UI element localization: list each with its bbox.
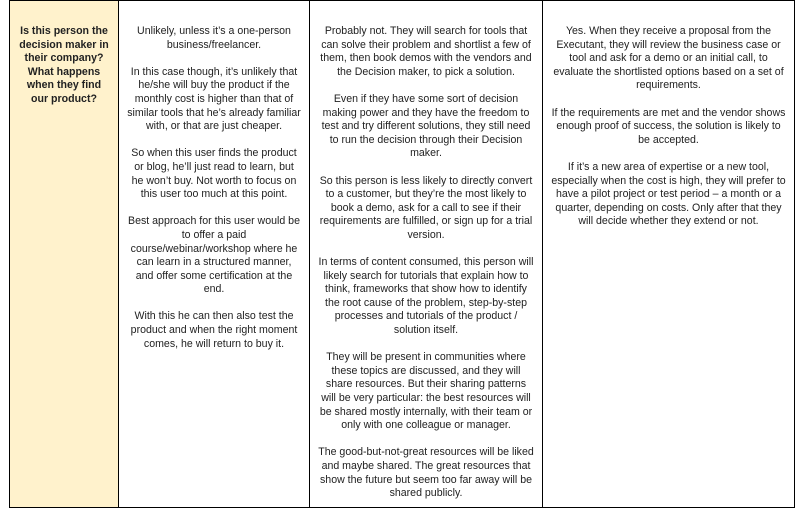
- paragraph: Probably not. They will search for tools that can solve their problem and shortlist a few of them, then book demos with the vendors and the Decision maker, to pick a solution.: [320, 25, 532, 78]
- paragraph: So when this user finds the product or blog, he’ll just read to learn, but he won’t buy. Not worth to focus on this user too much at this point.: [131, 147, 297, 201]
- paragraph: In this case though, it’s unlikely that he/she will buy the product if the monthly cost is higher than that of similar tools that he’s already familiar with, or that are just cheaper.: [127, 65, 301, 133]
- persona-table: [9, 0, 795, 508]
- paragraph: They will be present in communities where these topics are discussed, and they will share resources. But their sharing patterns will be very particular: the best resources will be shared mostly internally, with their team or only with one colleague or manager.: [319, 351, 533, 432]
- paragraph: The good-but-not-great resources will be liked and maybe shared. The great resources that show the future but seem too far away will be shared publicly.: [318, 446, 534, 500]
- paragraph: Yes. When they receive a proposal from the Executant, they will review the business case or tool and ask for a demo or an initial call, to evaluate the shortlisted options based on a set of requirements.: [553, 25, 784, 92]
- paragraph: Unlikely, unless it’s a one-person business/freelancer.: [137, 25, 291, 51]
- cell-decision-maker: [543, 1, 795, 508]
- paragraph: So this person is less likely to directly convert to a customer, but they’re the most likely to book a demo, ask for a call to see if their requirements are fulfilled, or sign up for a trial version.: [319, 174, 533, 241]
- paragraph: If the requirements are met and the vendor shows enough proof of success, the solution is likely to be accepted.: [551, 106, 786, 146]
- paragraph: With this he can then also test the product and when the right moment comes, he will return to buy it.: [130, 310, 298, 350]
- cell-freelancer: [119, 1, 310, 508]
- paragraph: If it’s a new area of expertise or a new tool, especially when the cost is high, they will prefer to have a pilot project or test period – a month or a quarter, depending on costs. Only after that they will decide whether they extend or not.: [551, 160, 786, 228]
- paragraph: Even if they have some sort of decision making power and they have the freedom to test and try different solutions, they still need to run the decision through their Decision maker.: [321, 92, 531, 160]
- paragraph: Best approach for this user would be to offer a paid course/webinar/workshop where he can learn in a structured manner, and offer some certification at the end.: [128, 215, 300, 296]
- cell-executant: [310, 1, 543, 508]
- header-cell: Is this person the decision maker in their company? What happens when they find our product?: [10, 1, 119, 508]
- table-row: [10, 1, 795, 508]
- paragraph: In terms of content consumed, this person will likely search for tutorials that explain how to think, frameworks that show how to identify the root cause of the problem, step-by-step processes and tutorials of the product / solution itself.: [318, 256, 534, 337]
